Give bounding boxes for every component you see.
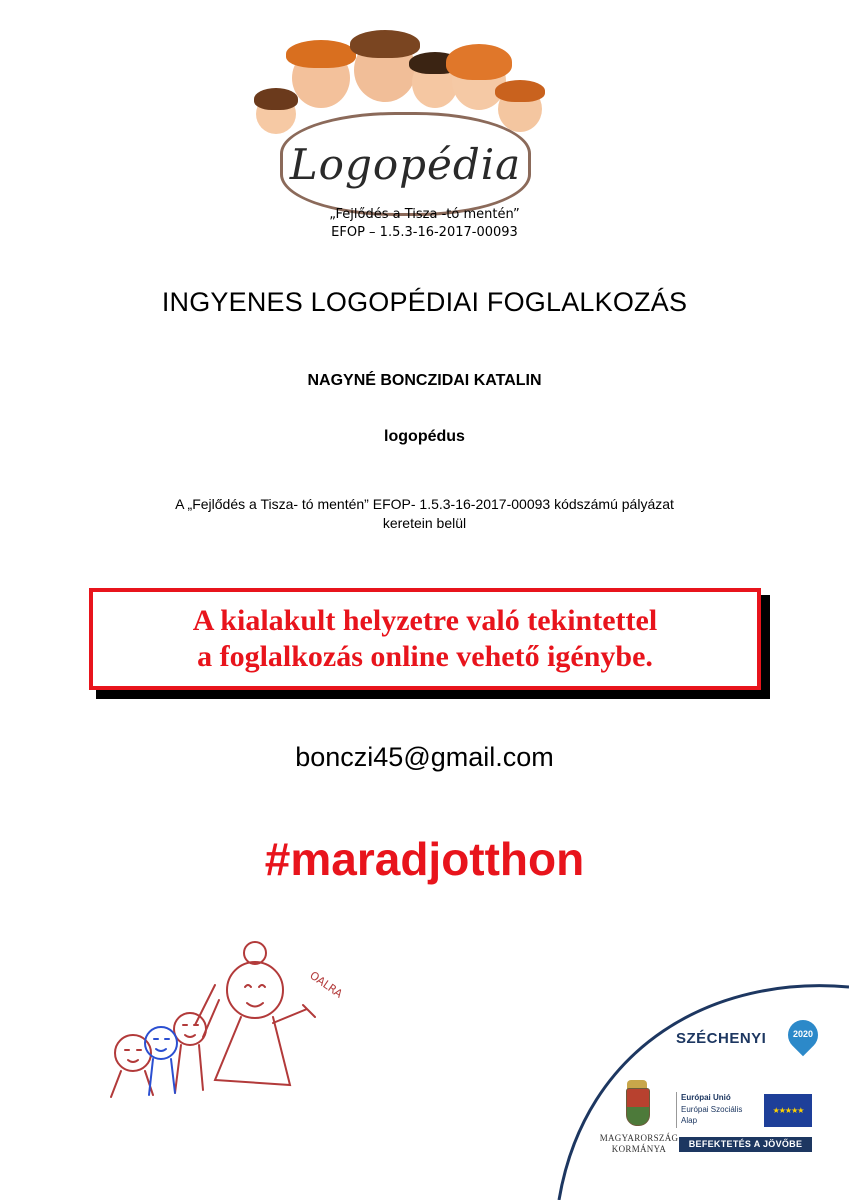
- notice-line: a foglalkozás online vehető igénybe.: [197, 640, 653, 673]
- therapist-name: NAGYNÉ BONCZIDAI KATALIN: [307, 372, 542, 389]
- government-line: MAGYARORSZÁG: [599, 1133, 679, 1143]
- project-name: „Fejlődés a Tisza -tó mentén”: [329, 207, 520, 222]
- online-notice-box: [89, 588, 761, 690]
- logo-text: Logopédia: [289, 139, 522, 189]
- szechenyi-label: SZÉCHENYI: [676, 1030, 767, 1047]
- hashtag: #maradjotthon: [264, 833, 585, 885]
- eu-fund-line: Európai Szociális: [681, 1105, 743, 1114]
- eu-text-block: [676, 1092, 765, 1128]
- sketch-letters: OALRA: [307, 968, 345, 1001]
- notice-line: A kialakult helyzetre való tekintettel: [192, 604, 658, 637]
- page-title: INGYENES LOGOPÉDIAI FOGLALKOZÁS: [161, 287, 688, 317]
- project-code: EFOP – 1.5.3-16-2017-00093: [331, 225, 518, 240]
- logo-sign: [280, 112, 531, 216]
- eu-fund-line: Alap: [681, 1116, 698, 1125]
- eu-flag-icon: ★★★★★: [764, 1094, 812, 1127]
- eu-title: Európai Unió: [681, 1093, 731, 1102]
- kid-face-icon: [292, 48, 350, 108]
- funding-arc: [545, 965, 849, 1200]
- description-line: A „Fejlődés a Tisza- tó mentén” EFOP- 1.5.3-16-2017-00093 kódszámú pályázat: [175, 496, 674, 512]
- kid-face-icon: [498, 86, 542, 132]
- szechenyi-year: 2020: [792, 1029, 814, 1039]
- therapist-role: logopédus: [384, 428, 465, 445]
- investment-slogan: BEFEKTETÉS A JÖVŐBE: [679, 1137, 812, 1152]
- contact-email[interactable]: bonczi45@gmail.com: [295, 742, 554, 772]
- speech-therapy-sketch: [95, 925, 375, 1100]
- government-line: KORMÁNYA: [611, 1144, 667, 1154]
- logopedia-logo: [240, 30, 550, 205]
- kid-face-icon: [452, 52, 506, 110]
- kid-face-icon: [354, 38, 416, 102]
- kid-face-icon: [256, 94, 296, 134]
- project-description: [0, 495, 849, 533]
- description-line: keretein belül: [382, 515, 467, 531]
- government-label: [596, 1133, 682, 1155]
- hungarian-coat-of-arms-icon: [626, 1088, 650, 1126]
